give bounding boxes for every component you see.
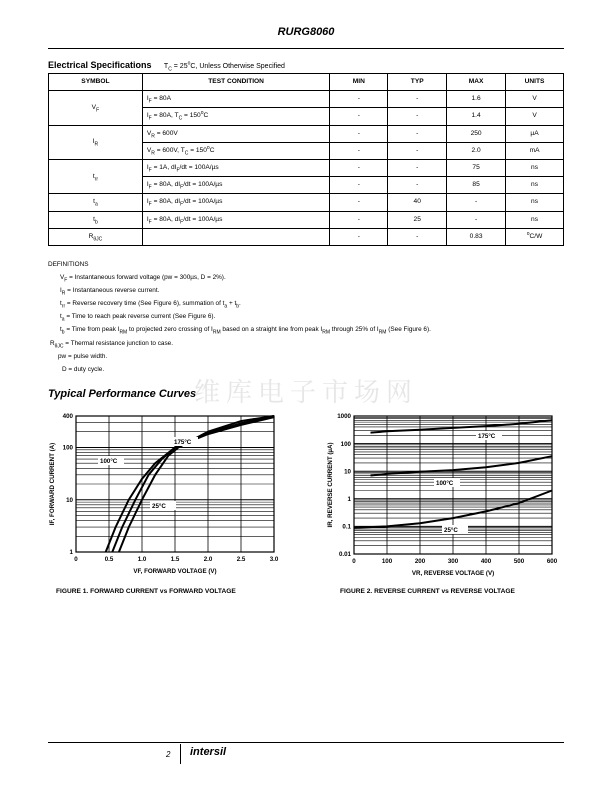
spec-title: Electrical Specifications	[48, 60, 152, 70]
annotation-label: 175°C	[174, 439, 192, 446]
page-number: 2	[166, 750, 171, 759]
cell-typ: -	[388, 228, 447, 245]
x-tick-label: 0	[74, 556, 78, 563]
cell-max: -	[447, 211, 506, 228]
cell-max: 250	[447, 125, 506, 142]
cell-min: -	[330, 108, 388, 125]
table-row	[49, 159, 564, 176]
col-max: MAX	[447, 74, 506, 91]
y-tick-label: 10	[344, 468, 351, 476]
test-condition: $V_R = 600V$, $T_C = 150^oC$	[142, 142, 330, 159]
table-row	[49, 228, 564, 245]
cell-min: -	[330, 159, 388, 176]
test-condition	[142, 228, 330, 245]
cell-max: 1.4	[447, 108, 506, 125]
table-row	[49, 194, 564, 211]
x-tick-label: 600	[546, 558, 558, 565]
cell-units: $^o$C/W	[506, 228, 564, 245]
y-tick-label: 1	[347, 496, 351, 503]
x-tick-label: 100	[381, 558, 393, 565]
annotation-label: 25°C	[444, 527, 458, 534]
x-tick-label: 200	[414, 558, 426, 565]
table-row	[49, 91, 564, 108]
cell-min: -	[330, 194, 388, 211]
test-condition: $I_F = 80A$, $dI_F/dt = 100A/\mu s$	[142, 194, 330, 211]
y-tick-label: 100	[340, 440, 351, 448]
symbol-rthjc: $R_{\theta JC}$	[49, 228, 143, 245]
test-condition: $I_F = 1A$, $dI_F/dt = 100A/\mu s$	[142, 159, 330, 176]
table-row	[49, 211, 564, 228]
document-title: RURG8060	[277, 26, 335, 38]
spec-section-title	[48, 60, 285, 73]
cell-max: 1.6	[447, 91, 506, 108]
footer-rule	[48, 742, 564, 743]
col-typ: TYP	[388, 74, 447, 91]
cell-min: -	[330, 91, 388, 108]
x-tick-label: 400	[480, 558, 492, 565]
figure-2-chart	[318, 408, 568, 580]
y-axis-label: IR, REVERSE CURRENT (µA)	[327, 442, 334, 528]
table-header-row	[49, 74, 564, 91]
cell-typ: -	[388, 159, 447, 176]
cell-units: mA	[506, 142, 564, 159]
cell-typ: -	[388, 91, 447, 108]
test-condition: $I_F = 80A$, $dI_F/dt = 100A/\mu s$	[142, 211, 330, 228]
test-condition: $I_F = 80A$	[142, 91, 330, 108]
cell-typ: -	[388, 177, 447, 194]
y-tick-label: 400	[62, 413, 73, 421]
electrical-spec-table	[48, 73, 564, 246]
definitions-title: DEFINITIONS	[48, 261, 89, 268]
cell-min: -	[330, 125, 388, 142]
cell-min: -	[330, 142, 388, 159]
cell-min: -	[330, 211, 388, 228]
cell-max: -	[447, 194, 506, 211]
annotation-label: 100°C	[436, 480, 454, 487]
col-units: UNITS	[506, 74, 564, 91]
def-vf: $V_F$ = Instantaneous forward voltage (pw = 300µs, D = 2%).	[60, 274, 226, 284]
footer-divider	[180, 744, 181, 764]
cell-max: 2.0	[447, 142, 506, 159]
x-tick-label: 0.5	[104, 556, 114, 563]
cell-max: 75	[447, 159, 506, 176]
table-row	[49, 125, 564, 142]
cell-max: 0.83	[447, 228, 506, 245]
col-test-condition: TEST CONDITION	[142, 74, 330, 91]
y-tick-label: 0.1	[342, 523, 351, 531]
x-tick-label: 300	[447, 558, 459, 565]
cell-units: µA	[506, 125, 564, 142]
x-tick-label: 3.0	[269, 556, 279, 563]
x-axis-label: VF, FORWARD VOLTAGE (V)	[133, 568, 217, 575]
cell-typ: -	[388, 125, 447, 142]
def-tb: $t_b$ = Time from peak $I_{RM}$ to projected zero crossing of $I_{RM}$ based on a straight line from peak $I_{RM}$ through 25% of $I_{RM}$ (See Figure 6).	[60, 326, 431, 336]
y-tick-label: 1000	[337, 413, 351, 421]
cell-units: ns	[506, 159, 564, 176]
x-tick-label: 500	[513, 558, 525, 565]
x-axis-label: VR, REVERSE VOLTAGE (V)	[411, 570, 495, 577]
cell-units: ns	[506, 177, 564, 194]
y-tick-label: 0.01	[338, 551, 351, 559]
symbol-trr: $t_{rr}$	[49, 159, 143, 193]
cell-typ: 40	[388, 194, 447, 211]
cell-typ: 25	[388, 211, 447, 228]
symbol-tb: $t_b$	[49, 211, 143, 228]
cell-units: V	[506, 91, 564, 108]
col-min: MIN	[330, 74, 388, 91]
figure-1-chart	[48, 408, 288, 580]
y-tick-label: 10	[66, 496, 73, 504]
cell-typ: -	[388, 108, 447, 125]
x-tick-label: 2.5	[236, 556, 246, 563]
x-tick-label: 2.0	[203, 556, 213, 563]
y-tick-label: 1	[69, 549, 73, 557]
section-title: Typical Performance Curves	[48, 388, 197, 400]
def-d: D = duty cycle.	[62, 365, 105, 373]
watermark: 维库电子市场网	[193, 378, 418, 408]
intersil-logo: intersil	[190, 746, 227, 758]
symbol-ta: $t_a$	[49, 194, 143, 211]
annotation-label: 25°C	[152, 503, 166, 510]
y-tick-label: 100	[62, 444, 73, 452]
cell-units: V	[506, 108, 564, 125]
cell-max: 85	[447, 177, 506, 194]
annotation-label: 175°C	[478, 433, 496, 440]
col-symbol: SYMBOL	[49, 74, 143, 91]
cell-min: -	[330, 228, 388, 245]
cell-units: ns	[506, 194, 564, 211]
def-pw: pw = pulse width.	[58, 352, 108, 360]
def-trr: $t_{rr}$ = Reverse recovery time (See Figure 6), summation of $t_a + t_b$.	[60, 300, 241, 310]
definitions	[48, 258, 431, 376]
annotation-label: 100°C	[100, 458, 118, 465]
cell-min: -	[330, 177, 388, 194]
test-condition: $I_F = 80A$, $dI_F/dt = 100A/\mu s$	[142, 177, 330, 194]
def-ta: $t_a$ = Time to reach peak reverse current (See Figure 6).	[60, 313, 216, 323]
def-rthjc: $R_{\theta JC}$ = Thermal resistance junction to case.	[50, 339, 173, 349]
spec-condition: $T_C = 25^oC$, Unless Otherwise Specified	[163, 60, 285, 73]
y-axis-label: IF, FORWARD CURRENT (A)	[49, 442, 56, 526]
figure-1-caption: FIGURE 1. FORWARD CURRENT vs FORWARD VOLTAGE	[56, 588, 236, 595]
cell-typ: -	[388, 142, 447, 159]
x-tick-label: 1.5	[170, 556, 180, 563]
symbol-vf: $V_F$	[49, 91, 143, 125]
symbol-ir: $I_R$	[49, 125, 143, 159]
x-tick-label: 0	[352, 558, 356, 565]
test-condition: $V_R = 600V$	[142, 125, 330, 142]
x-tick-label: 1.0	[137, 556, 147, 563]
figure-2-caption: FIGURE 2. REVERSE CURRENT vs REVERSE VOLTAGE	[340, 588, 515, 595]
test-condition: $I_F = 80A$, $T_C = 150^oC$	[142, 108, 330, 125]
cell-units: ns	[506, 211, 564, 228]
def-ir: $I_R$ = Instantaneous reverse current.	[60, 287, 160, 297]
header-rule	[48, 48, 564, 49]
